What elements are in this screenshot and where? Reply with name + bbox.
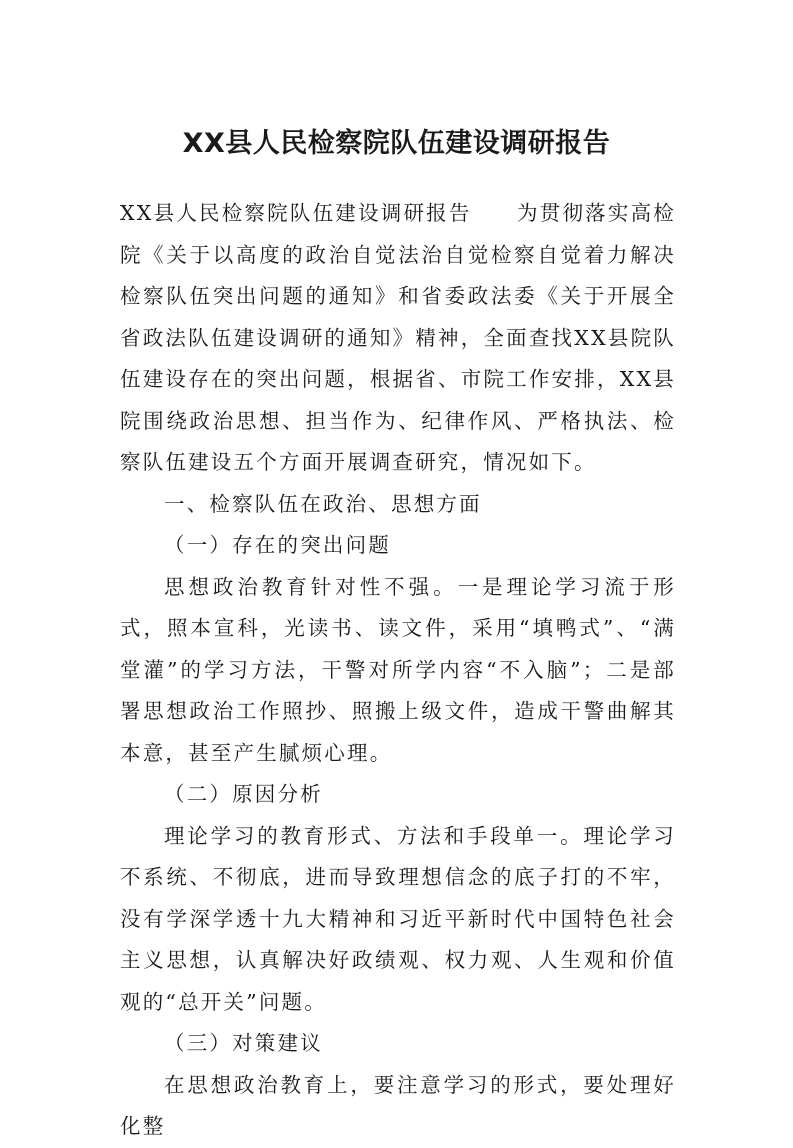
body-paragraph: 理论学习的教育形式、方法和手段单一。理论学习不系统、不彻底，进而导致理想信念的底子打的不牢，没有学深学透十九大精神和习近平新时代中国特色社会主义思想，认真解决好政绩观、权力观、人生观和价值观的“总开关”问题。 (120, 823, 676, 1014)
document-body (120, 193, 676, 1148)
subsection-heading: （二）原因分析 (164, 782, 323, 806)
subsection-heading: （三）对策建议 (164, 1031, 323, 1055)
body-paragraph: 思想政治教育针对性不强。一是理论学习流于形式，照本宣科，光读书、读文件，采用“填鸭式”、“满堂灌”的学习方法，干警对所学内容“不入脑”；二是部署思想政治工作照抄、照搬上级文件，造成干警曲解其本意，甚至产生腻烦心理。 (120, 574, 676, 765)
intro-paragraph: XX县人民检察院队伍建设调研报告 为贯彻落实高检院《关于以高度的政治自觉法治自觉检察自觉着力解决检察队伍突出问题的通知》和省委政法委《关于开展全省政法队伍建设调研的通知》精神，全面查找XX县院队伍建设存在的突出问题，根据省、市院工作安排，XX县院围绕政治思想、担当作为、纪律作风、严格执法、检察队伍建设五个方面开展调查研究，情况如下。 (120, 201, 676, 474)
document-title: XX县人民检察院队伍建设调研报告 (182, 128, 611, 159)
body-paragraph: 在思想政治教育上，要注意学习的形式，要处理好化整 (120, 1072, 676, 1138)
section-heading: 一、检察队伍在政治、思想方面 (164, 491, 482, 516)
subsection-heading: （一）存在的突出问题 (164, 533, 391, 557)
